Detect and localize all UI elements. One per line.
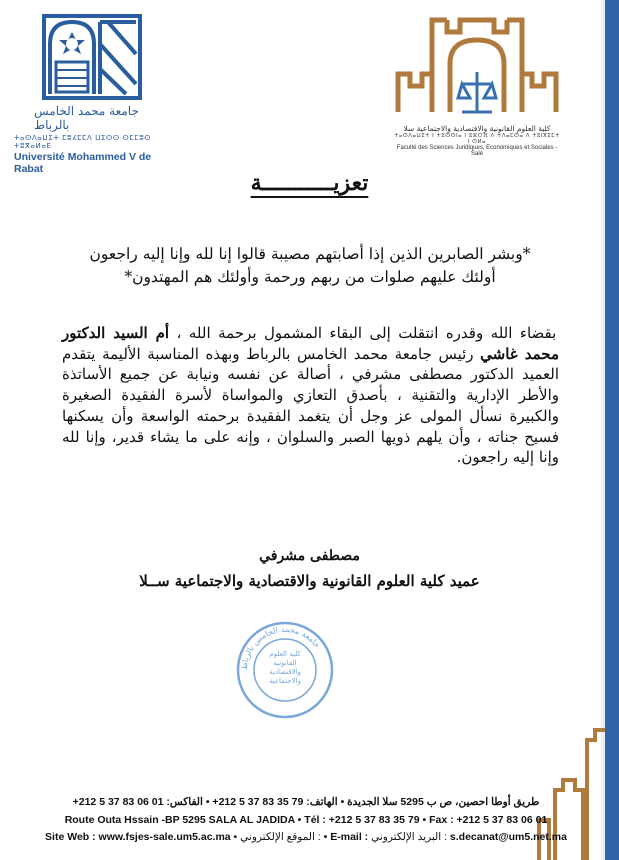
page-edge-strip — [605, 0, 619, 860]
university-name-ar: جامعة محمد الخامس بالرباط — [34, 104, 139, 132]
university-emblem-icon — [42, 14, 142, 100]
body-part-1: بقضاء الله وقدره انتقلت إلى البقاء المشمول برحمة الله ، — [176, 324, 557, 342]
site-link[interactable]: www.fsjes-sale.um5.ac.ma — [98, 831, 231, 843]
verse-line-2: أولئك عليهم صلوات من ربهم ورحمة وأولئك هم المهتدون* — [124, 268, 496, 286]
university-name-fr: Université Mohammed V de Rabat — [14, 151, 152, 175]
signatory-name: مصطفى مشرفي — [259, 548, 360, 564]
faculty-name-ar: كلية العلوم القانونية والاقتصادية والاجتماعية سلا — [403, 124, 551, 133]
body-part-3: رئيس جامعة محمد الخامس بالرباط وبهذه المناسبة الأليمة يتقدم العميد الدكتور مصطفى مشرفي ، أصالة عن نفسه ونيابة عن جميع الأساتذة والأطر الإدارية والتقنية ، بأصدق التعازي والمواساة لأسرة الفقيدة الصغيرة والكبيرة نسأل المولى عز وجل أن يتغمد الفقيدة برحمته الواسعة وأن يسكنها فسيح جناته ، وأن يلهم ذويها الصبر والسلوان ، وإنه على ما يشاء قدير، وإنا لله وإنا إليه راجعون. — [62, 344, 559, 467]
document-title-text: تعزيـــــــــــة — [250, 170, 369, 196]
stamp-ring-text: جامعة محمد الخامس بالرباط — [239, 624, 322, 671]
faculty-logo — [392, 12, 562, 157]
body-bold-relation: أم السيد الدكتور — [62, 324, 170, 342]
signatory-title: عميد كلية العلوم القانونية والاقتصادية والاجتماعية ســلا — [139, 572, 480, 590]
faculty-name-fr: Faculté des Sciences Juridiques, Economiques et Sociales - Salé — [396, 145, 558, 157]
footer-address-ar: طريق أوطا احصين، ص ب 5295 سلا الجديدة • الهاتف: 79 35 83 37 5 212+ • الفاكس: 01 06 83 37 5 212+ — [72, 796, 540, 808]
body-bold-name: محمد غاشي — [480, 344, 559, 363]
site-label: Site Web : — [45, 831, 96, 843]
official-stamp-icon — [235, 620, 335, 720]
site-label-ar: • الموقع الإلكتروني : — [233, 831, 321, 843]
document-title — [0, 170, 619, 196]
email-label-ar: البريد الإلكتروني : — [371, 831, 447, 843]
faculty-emblem-icon — [392, 12, 562, 122]
verse-line-1: *وبشر الصابرين الذين إذا أصابتهم مصيبة قالوا إنا لله وإنا إليه راجعون — [89, 245, 531, 263]
footer-address-fr: Route Outa Hssain -BP 5295 SALA AL JADIDA • Tél : +212 5 37 83 35 79 • Fax : +212 5 37 83 06 01 — [64, 814, 548, 826]
condolence-body — [62, 323, 559, 468]
email-link[interactable]: s.decanat@um5.net.ma — [449, 831, 567, 843]
faculty-name-tifinagh: ⵜⴰⵙⴷⴰⵡⵉⵜ ⵏ ⵜⵓⵙⵙⵏⴰ ⵏ ⵓⵣⵔⴼ ⴷ ⵜⴷⴰⵎⵙⴰ ⴷ ⵜⵓⵏⴳⵉⵎⵜ ⵏ ⵙⵍⴰ — [394, 133, 560, 145]
footer-contacts — [36, 831, 576, 843]
university-name-tifinagh: ⵜⴰⵙⴷⴰⵡⵉⵜ ⵎⵓⵃⵎⵎⴷ ⵡⵉⵙⵙ ⵙⵎⵎⵓⵙ ⵜⵓⴳⴰⵍⴰⴹ — [14, 134, 152, 150]
stamp-center-text: كلية العلوم القانونية والاقتصادية والاجتماعية — [269, 650, 301, 685]
university-logo — [14, 14, 174, 175]
email-label: • E-mail : — [323, 831, 369, 843]
quran-verse — [60, 243, 560, 289]
